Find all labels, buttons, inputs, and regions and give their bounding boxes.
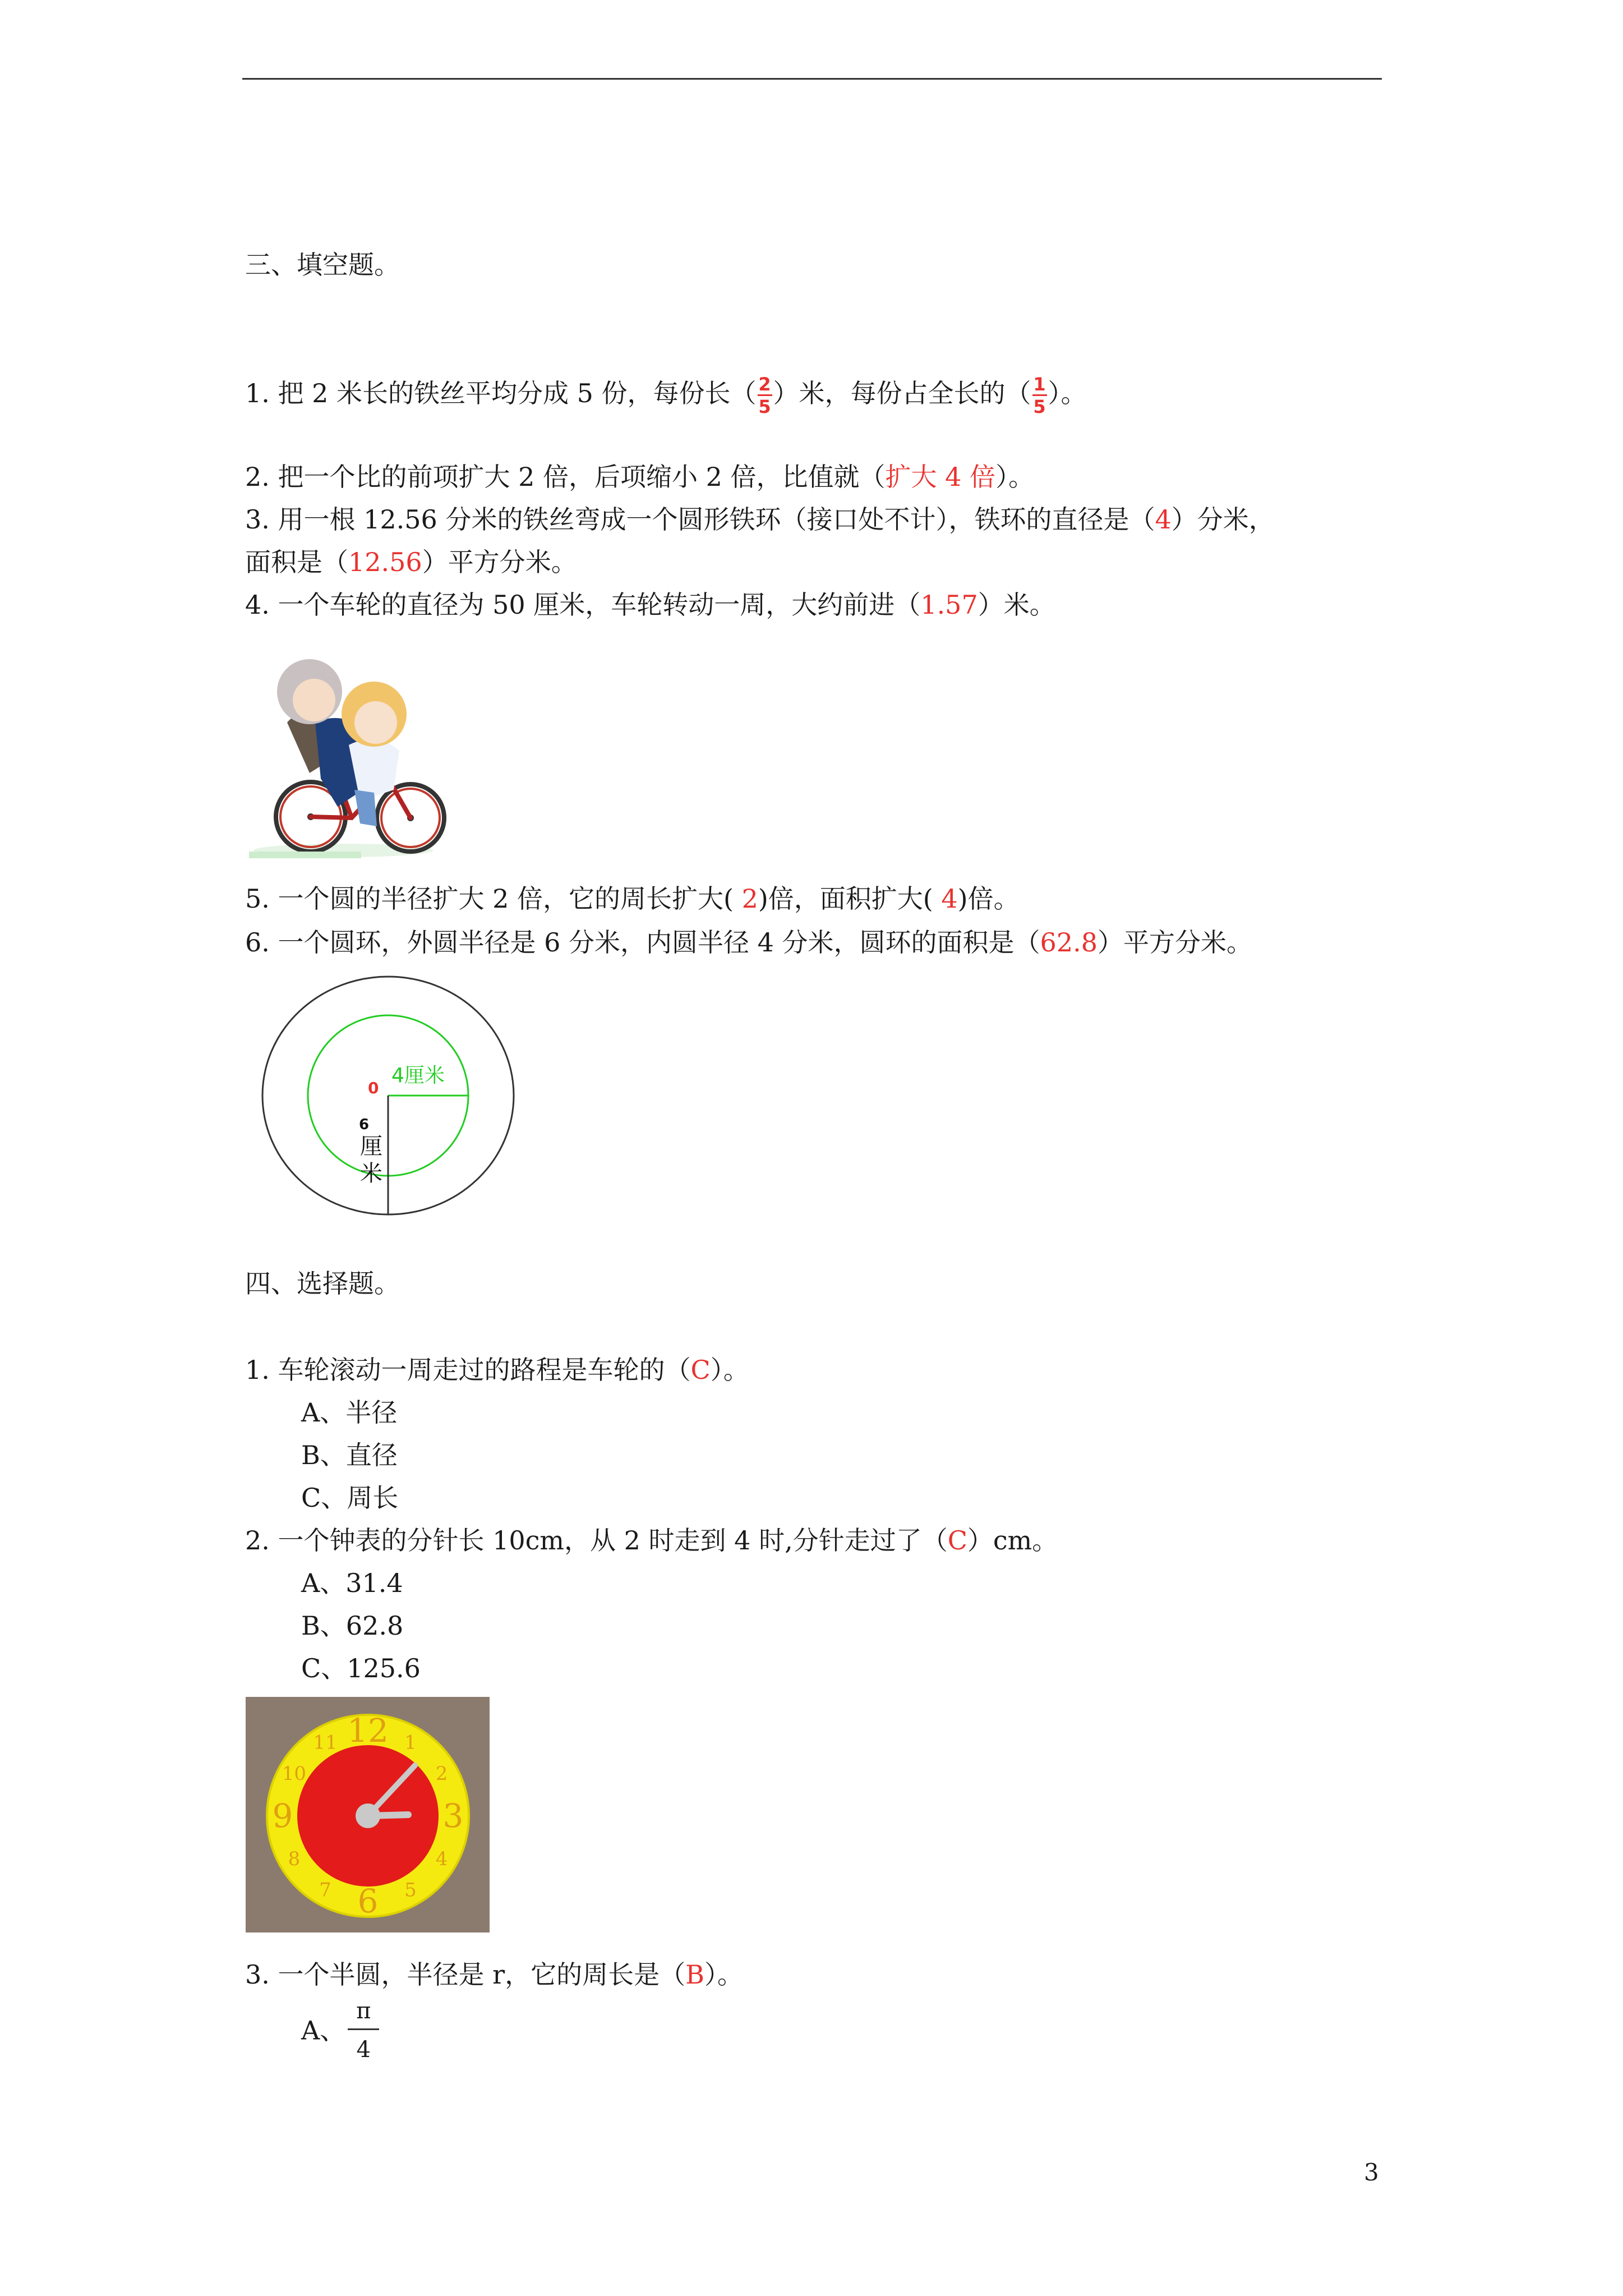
clock-numeral: 8 bbox=[288, 1848, 301, 1870]
q-text: ）米，每份占全长的（ bbox=[773, 378, 1031, 408]
question-4-3 bbox=[245, 1958, 743, 1991]
q-text: 1. 把 2 米长的铁丝平均分成 5 份，每份长（ bbox=[245, 378, 757, 408]
q-text: )倍。 bbox=[957, 884, 1020, 914]
answer: 2 bbox=[733, 884, 758, 914]
clock-numeral: 5 bbox=[404, 1879, 417, 1902]
option-a-fraction bbox=[348, 1997, 379, 2064]
option-a bbox=[301, 1997, 379, 2064]
option-b: B、62.8 bbox=[301, 1611, 404, 1641]
page-number: 3 bbox=[1364, 2159, 1379, 2186]
clock-numeral: 9 bbox=[272, 1797, 293, 1835]
q-text: ）平方分米。 bbox=[1097, 927, 1252, 958]
clock-numeral: 12 bbox=[347, 1711, 389, 1750]
q-text: 2. 一个钟表的分针长 10cm，从 2 时走到 4 时,分针走过了（ bbox=[245, 1525, 948, 1556]
outer-radius-unit-1: 厘 bbox=[360, 1134, 382, 1159]
q-text: ）。 bbox=[710, 1355, 749, 1385]
q-text: 3. 一个半圆，半径是 r，它的周长是（ bbox=[245, 1959, 686, 1990]
q-text: 3. 用一根 12.56 分米的铁丝弯成一个圆形铁环（接口处不计），铁环的直径是（ bbox=[245, 504, 1155, 535]
annulus-diagram bbox=[258, 973, 522, 1220]
question-3-1 bbox=[245, 375, 1087, 416]
fraction-numerator: 1 bbox=[1033, 374, 1046, 395]
question-3-2 bbox=[245, 460, 1034, 494]
option-c: C、周长 bbox=[301, 1483, 399, 1513]
fraction-denominator: 4 bbox=[356, 2037, 371, 2063]
option-a: A、31.4 bbox=[301, 1568, 403, 1598]
outer-radius-unit-2: 米 bbox=[360, 1161, 382, 1186]
question-4-2 bbox=[245, 1524, 1058, 1557]
q-text: 6. 一个圆环，外圆半径是 6 分米，内圆半径 4 分米，圆环的面积是（ bbox=[245, 927, 1040, 958]
section4-heading: 四、选择题。 bbox=[245, 1268, 400, 1299]
answer: B bbox=[685, 1959, 704, 1990]
answer: C bbox=[947, 1525, 967, 1556]
answer: 62.8 bbox=[1040, 927, 1098, 958]
q-text: 2. 把一个比的前项扩大 2 倍，后项缩小 2 倍，比值就（ bbox=[245, 462, 886, 492]
question-3-3 bbox=[245, 503, 1275, 536]
bicycle-illustration bbox=[248, 638, 455, 863]
section3-heading: 三、填空题。 bbox=[245, 250, 400, 280]
fraction-numerator: π bbox=[356, 1998, 371, 2024]
clock-numeral: 10 bbox=[282, 1763, 307, 1785]
question-4-1 bbox=[245, 1353, 749, 1387]
answer: 12.56 bbox=[348, 547, 422, 577]
answer: 4 bbox=[1155, 504, 1172, 535]
q-text: )倍，面积扩大( bbox=[758, 884, 933, 914]
outer-radius-number: 6 bbox=[359, 1116, 370, 1133]
option-label: A、 bbox=[301, 2015, 346, 2046]
answer-fraction-1 bbox=[758, 375, 772, 416]
clock-numeral: 1 bbox=[404, 1731, 417, 1754]
q-text: 1. 车轮滚动一周走过的路程是车轮的（ bbox=[245, 1355, 691, 1385]
fraction-numerator: 2 bbox=[758, 374, 771, 395]
option-a: A、半径 bbox=[301, 1397, 398, 1428]
clock-illustration bbox=[246, 1697, 490, 1932]
answer: C bbox=[690, 1355, 711, 1385]
clock-numeral: 11 bbox=[313, 1731, 338, 1754]
q-text: ）米。 bbox=[978, 590, 1055, 620]
answer: 1.57 bbox=[920, 590, 978, 620]
header-rule bbox=[242, 78, 1382, 80]
q-text: ）。 bbox=[704, 1959, 743, 1990]
fraction-denominator: 5 bbox=[1033, 396, 1046, 417]
q-text: 4. 一个车轮的直径为 50 厘米，车轮转动一周，大约前进（ bbox=[245, 590, 921, 620]
clock-numeral: 3 bbox=[442, 1797, 464, 1835]
question-3-6 bbox=[245, 926, 1252, 959]
clock-numeral: 7 bbox=[319, 1879, 331, 1902]
question-3-4 bbox=[245, 588, 1055, 622]
q-text: ）平方分米。 bbox=[422, 547, 577, 577]
question-3-3-cont bbox=[245, 545, 577, 579]
option-c: C、125.6 bbox=[301, 1653, 421, 1683]
clock-numeral: 4 bbox=[435, 1848, 448, 1870]
hand-pivot bbox=[356, 1803, 380, 1828]
answer-fraction-2 bbox=[1032, 375, 1047, 416]
q-text: ）。 bbox=[995, 462, 1035, 492]
q-text: 面积是（ bbox=[245, 547, 348, 577]
clock-numeral: 6 bbox=[357, 1882, 379, 1920]
answer: 4 bbox=[933, 884, 958, 914]
center-label: 0 bbox=[368, 1079, 379, 1097]
inner-radius-label: 4厘米 bbox=[391, 1064, 445, 1087]
answer: 扩大 4 倍 bbox=[885, 462, 996, 492]
q-text: ）分米， bbox=[1171, 504, 1275, 535]
clock-numeral: 2 bbox=[435, 1763, 448, 1785]
fraction-denominator: 5 bbox=[758, 396, 771, 417]
option-b: B、直径 bbox=[301, 1440, 398, 1470]
question-3-5 bbox=[245, 882, 1020, 915]
q-text: ）cm。 bbox=[967, 1525, 1058, 1556]
q-text: 5. 一个圆的半径扩大 2 倍，它的周长扩大( bbox=[245, 884, 734, 914]
q-text: ）。 bbox=[1048, 378, 1087, 408]
